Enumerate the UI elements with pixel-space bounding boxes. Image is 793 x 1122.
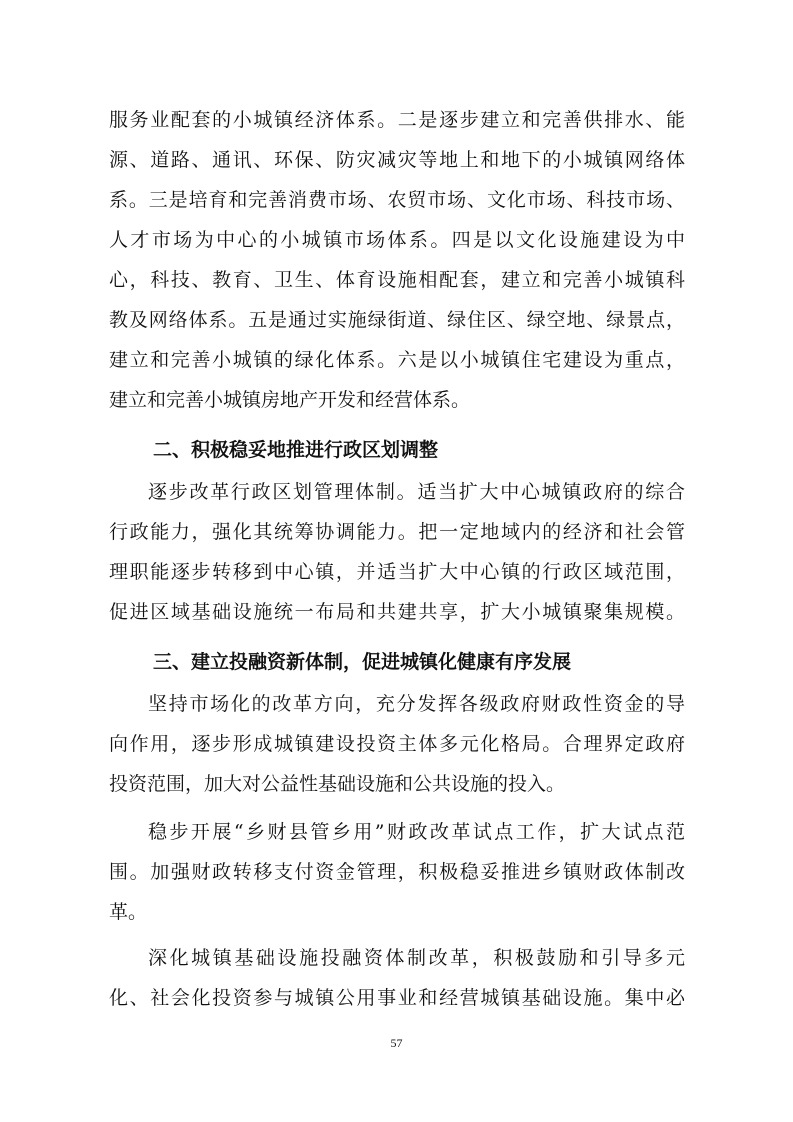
body-text-line: 向作用，逐步形成城镇建设投资主体多元化格局。合理界定政府 — [109, 733, 685, 755]
section-heading-3: 三、建立投融资新体制，促进城镇化健康有序发展 — [153, 651, 572, 673]
body-text-line: 行政能力，强化其统筹协调能力。把一定地域内的经济和社会管 — [109, 521, 685, 543]
paragraph-first-line: 深化城镇基础设施投融资体制改革，积极鼓励和引导多元 — [148, 947, 685, 969]
body-text-line: 建立和完善小城镇房地产开发和经营体系。 — [109, 389, 471, 411]
paragraph-first-line: 稳步开展“乡财县管乡用”财政改革试点工作，扩大试点范 — [148, 821, 685, 843]
body-text-line: 理职能逐步转移到中心镇，并适当扩大中心镇的行政区域范围， — [109, 561, 685, 583]
body-text-line: 化、社会化投资参与城镇公用事业和经营城镇基础设施。集中必 — [109, 987, 685, 1009]
body-text-line: 系。三是培育和完善消费市场、农贸市场、文化市场、科技市场、 — [109, 189, 685, 211]
body-text-line: 教及网络体系。五是通过实施绿街道、绿住区、绿空地、绿景点， — [109, 309, 685, 331]
body-text-line: 革。 — [109, 901, 148, 923]
body-text-line: 促进区域基础设施统一布局和共建共享，扩大小城镇聚集规模。 — [109, 601, 685, 623]
page-number: 57 — [390, 1036, 403, 1050]
body-text-line: 围。加强财政转移支付资金管理，积极稳妥推进乡镇财政体制改 — [109, 861, 685, 883]
paragraph-first-line: 坚持市场化的改革方向，充分发挥各级政府财政性资金的导 — [148, 693, 685, 715]
body-text-line: 建立和完善小城镇的绿化体系。六是以小城镇住宅建设为重点， — [109, 349, 685, 371]
body-text-line: 服务业配套的小城镇经济体系。二是逐步建立和完善供排水、能 — [109, 109, 685, 131]
body-text-line: 源、道路、通讯、环保、防灾减灾等地上和地下的小城镇网络体 — [109, 149, 685, 171]
body-text-line: 人才市场为中心的小城镇市场体系。四是以文化设施建设为中 — [109, 229, 685, 251]
section-heading-2: 二、积极稳妥地推进行政区划调整 — [153, 439, 439, 461]
body-text-line: 投资范围，加大对公益性基础设施和公共设施的投入。 — [109, 773, 566, 795]
body-text-line: 心，科技、教育、卫生、体育设施相配套，建立和完善小城镇科 — [109, 269, 685, 291]
paragraph-first-line: 逐步改革行政区划管理体制。适当扩大中心城镇政府的综合 — [148, 481, 685, 503]
